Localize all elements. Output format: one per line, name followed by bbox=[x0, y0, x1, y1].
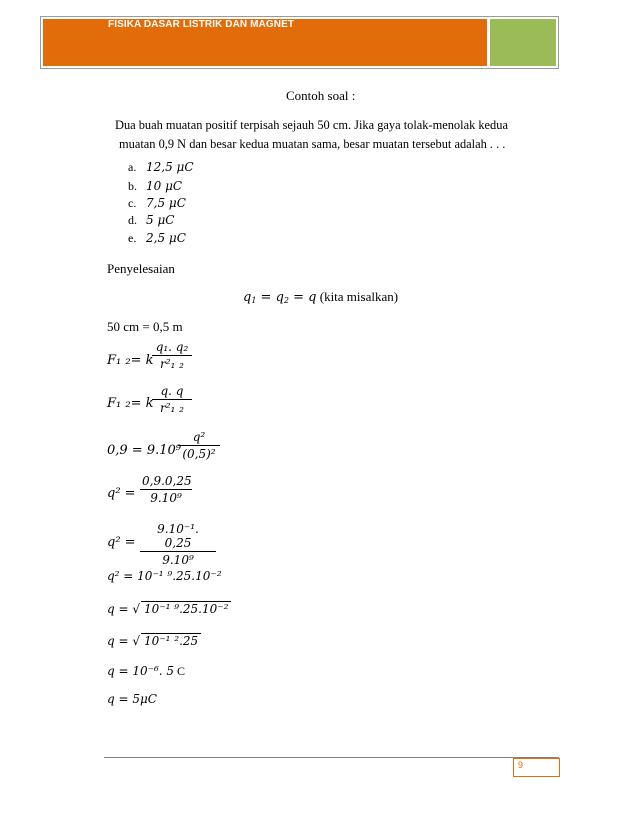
step7-lhs: q = bbox=[107, 602, 129, 616]
step4-numerator: 0,9.0,25 bbox=[142, 474, 192, 488]
option-c bbox=[128, 196, 186, 211]
step9 bbox=[107, 664, 185, 679]
sqrt-icon: √ bbox=[132, 602, 141, 616]
step3-lhs: 0,9 = 9.10⁹ bbox=[107, 443, 181, 458]
step4-fraction bbox=[140, 474, 192, 505]
step1-numerator: q₁. q₂ bbox=[155, 340, 189, 354]
step2-denominator: r²₁ ₂ bbox=[160, 401, 184, 415]
solution-label: Penyelesaian bbox=[107, 261, 175, 276]
assumption-math: $q_1 = q_2 = q$ bbox=[243, 290, 317, 305]
step7-radicand: 10⁻¹ ⁹.25.10⁻² bbox=[141, 601, 231, 616]
option-letter: e. bbox=[128, 231, 137, 245]
step3-denominator: (0,5)² bbox=[182, 447, 216, 461]
step4-lhs: q² = bbox=[107, 486, 136, 501]
step9-math: q = 10⁻⁶. 5 bbox=[107, 664, 175, 678]
sqrt-icon: √ bbox=[132, 634, 141, 648]
option-letter: d. bbox=[128, 213, 137, 227]
option-e bbox=[128, 231, 186, 246]
header-green-block bbox=[490, 19, 556, 66]
option-value: 12,5 μC bbox=[146, 160, 194, 174]
header-title: FISIKA DASAR LISTRIK DAN MAGNET bbox=[108, 19, 295, 30]
step5-lhs: q² = bbox=[107, 535, 136, 550]
step1-lhs: F₁ ₂= k bbox=[107, 353, 154, 368]
step3-numerator: q² bbox=[192, 430, 206, 444]
step8-lhs: q = bbox=[107, 634, 129, 648]
step1-fraction bbox=[152, 340, 192, 371]
step1-denominator: r²₁ ₂ bbox=[160, 357, 184, 371]
step2-fraction bbox=[152, 384, 192, 415]
option-value: 2,5 μC bbox=[146, 231, 186, 245]
assumption-note: (kita misalkan) bbox=[319, 289, 399, 304]
step8 bbox=[107, 633, 201, 648]
option-d bbox=[128, 213, 174, 228]
question-line-1: Dua buah muatan positif terpisah sejauh 50 cm. Jika gaya tolak-menolak kedua bbox=[115, 118, 508, 132]
step9-unit: C bbox=[177, 664, 186, 678]
step2-numerator: q. q bbox=[160, 384, 184, 398]
step6: q² = 10⁻¹ ⁹.25.10⁻² bbox=[107, 569, 222, 583]
step5-denominator: 9.10⁹ bbox=[162, 553, 194, 567]
option-value: 5 μC bbox=[146, 213, 175, 227]
footer-rule bbox=[104, 757, 559, 758]
option-letter: c. bbox=[128, 196, 137, 210]
option-letter: b. bbox=[128, 179, 137, 193]
step3-fraction bbox=[178, 430, 220, 461]
option-letter: a. bbox=[128, 160, 137, 174]
step4-denominator: 9.10⁹ bbox=[150, 491, 182, 505]
step8-radicand: 10⁻¹ ².25 bbox=[141, 633, 201, 648]
assumption-line bbox=[243, 289, 398, 305]
option-a bbox=[128, 160, 194, 175]
step10-answer: q = 5μC bbox=[107, 692, 157, 706]
step5-fraction bbox=[140, 522, 216, 567]
question-line-2: muatan 0,9 N dan besar kedua muatan sama, besar muatan tersebut adalah . . . bbox=[119, 137, 506, 151]
unit-conversion: 50 cm = 0,5 m bbox=[107, 319, 183, 334]
step5-numerator: 9.10⁻¹. 0,25 bbox=[157, 522, 199, 550]
option-value: 7,5 μC bbox=[146, 196, 186, 210]
example-heading: Contoh soal : bbox=[286, 88, 356, 103]
option-value: 10 μC bbox=[146, 179, 183, 193]
step2-lhs: F₁ ₂= k bbox=[107, 396, 154, 411]
step7 bbox=[107, 601, 231, 616]
option-b bbox=[128, 179, 182, 194]
page-number: 9 bbox=[518, 760, 524, 770]
